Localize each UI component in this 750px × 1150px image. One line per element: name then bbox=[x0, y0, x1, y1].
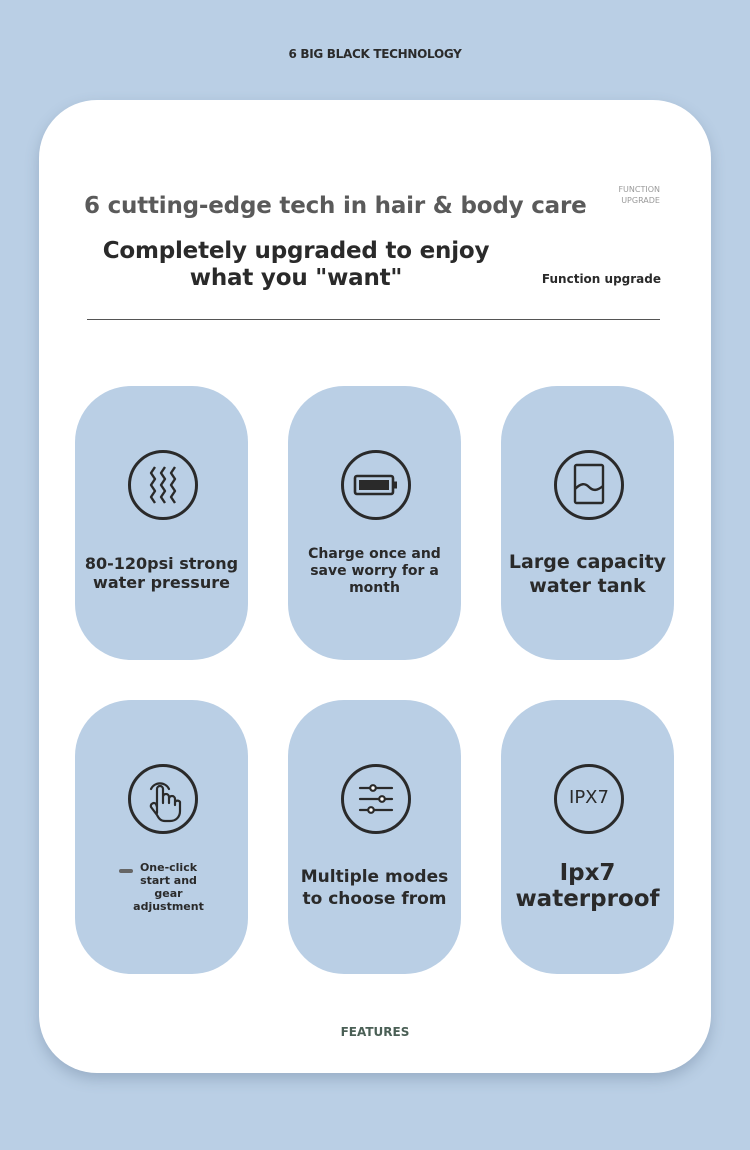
tile-label bbox=[294, 546, 455, 597]
hand-tap-icon bbox=[128, 764, 198, 834]
tile-label-line: adjustment bbox=[133, 900, 204, 913]
features-label: FEATURES bbox=[340, 1025, 410, 1039]
tile-label-line: waterproof bbox=[515, 886, 660, 912]
tile-label-line: start and bbox=[140, 874, 197, 887]
function-upgrade-tag bbox=[618, 184, 660, 206]
tile-label bbox=[294, 866, 455, 910]
ipx7-icon bbox=[554, 764, 624, 834]
tile-label-line: Charge once and bbox=[308, 546, 441, 562]
tile-water-tank bbox=[501, 386, 674, 660]
tile-label-line: to choose from bbox=[302, 889, 447, 909]
tile-battery bbox=[288, 386, 461, 660]
divider bbox=[87, 319, 660, 320]
tag-line-2: UPGRADE bbox=[621, 196, 660, 205]
tile-label bbox=[507, 860, 668, 912]
tile-label-line: 80-120psi strong bbox=[84, 554, 239, 573]
sliders-icon bbox=[341, 764, 411, 834]
tile-ipx7 bbox=[501, 700, 674, 974]
top-label: 6 BIG BLACK TECHNOLOGY bbox=[288, 47, 462, 61]
tile-multiple-modes bbox=[288, 700, 461, 974]
tile-label bbox=[125, 861, 212, 913]
tile-label bbox=[81, 554, 242, 592]
tile-label-line: One-click bbox=[139, 861, 198, 874]
subhead-line-1: Completely upgraded to enjoy bbox=[102, 238, 490, 264]
ipx7-icon-text: IPX7 bbox=[569, 787, 609, 808]
tile-label-line: Large capacity bbox=[508, 551, 667, 573]
tile-label-line: water tank bbox=[529, 575, 646, 597]
tile-label-line: month bbox=[349, 580, 400, 596]
tile-label-line: save worry for a bbox=[310, 563, 439, 579]
tile-one-click bbox=[75, 700, 248, 974]
tag-line-1: FUNCTION bbox=[618, 185, 660, 194]
subhead-line-2: what you "want" bbox=[189, 265, 403, 291]
function-upgrade-label: Function upgrade bbox=[541, 272, 661, 286]
water-tank-icon bbox=[554, 450, 624, 520]
tile-label-line: gear bbox=[154, 887, 183, 900]
subhead bbox=[81, 238, 511, 292]
tile-label-line: water pressure bbox=[93, 573, 230, 592]
feature-card bbox=[39, 100, 711, 1073]
tile-label-line: Multiple modes bbox=[300, 867, 449, 887]
battery-icon bbox=[341, 450, 411, 520]
headline: 6 cutting-edge tech in hair & body care bbox=[84, 193, 587, 219]
tile-water-pressure bbox=[75, 386, 248, 660]
tile-label bbox=[507, 550, 668, 598]
tile-label-line: Ipx7 bbox=[559, 860, 616, 886]
wave-pressure-icon bbox=[128, 450, 198, 520]
